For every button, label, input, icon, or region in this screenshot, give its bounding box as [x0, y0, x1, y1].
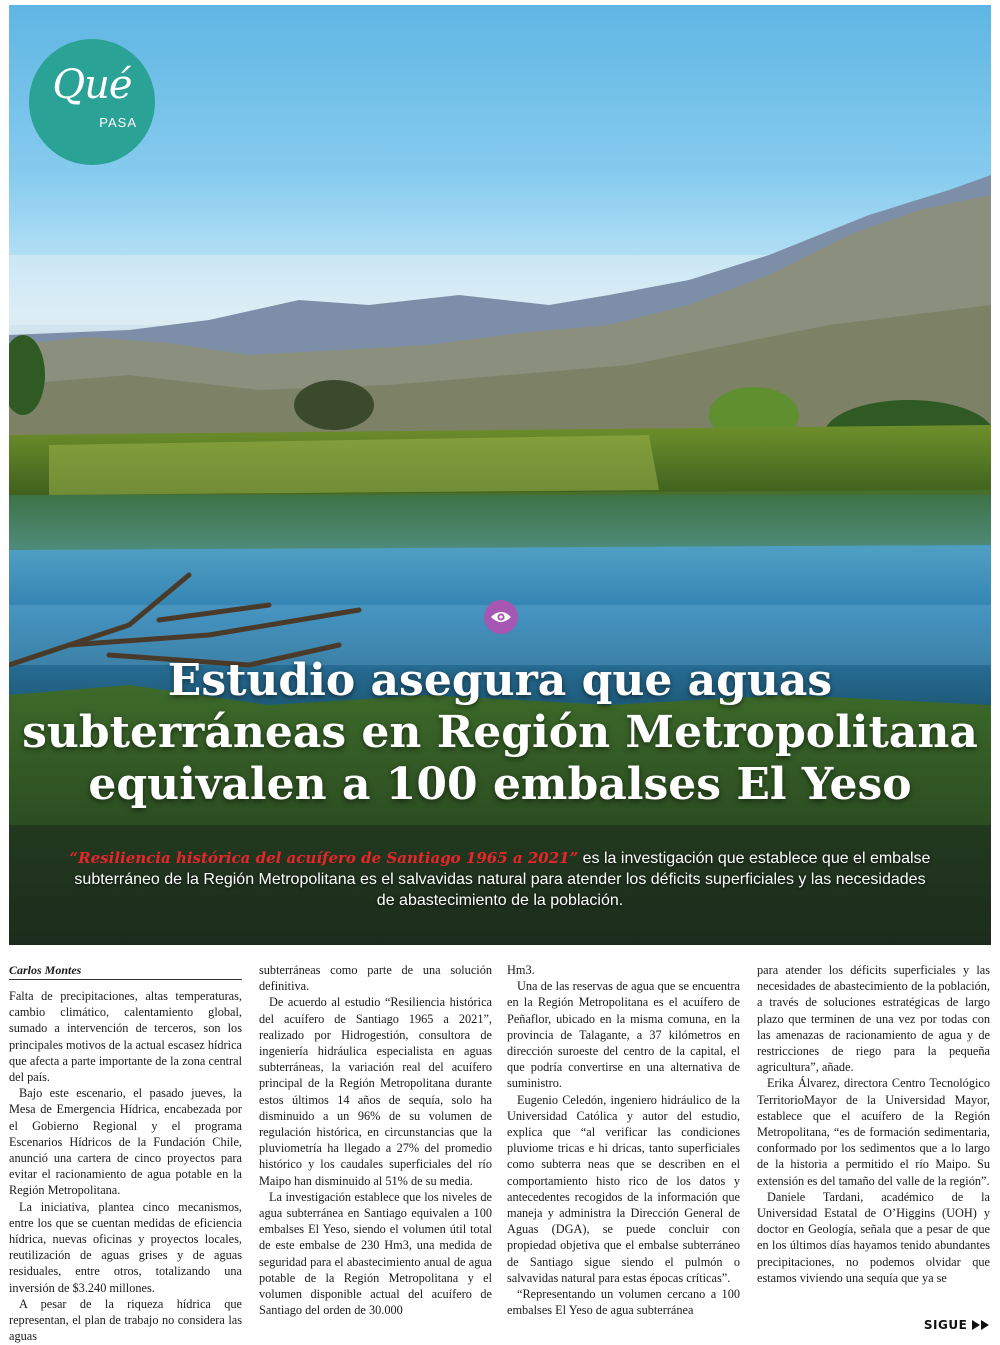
- deck-line-1-rest: es la investigación que establece que el embalse: [578, 850, 931, 867]
- paragraph: “Representando un volumen cercano a 100 embalses El Yeso de agua subterránea: [507, 1287, 740, 1318]
- headline-line-3: equivalen a 100 embalses El Yeso: [88, 759, 912, 810]
- eye-icon: [490, 610, 512, 624]
- deck-line-3: de abastecimiento de la población.: [376, 892, 624, 909]
- paragraph: Una de las reservas de agua que se encuentra en la Región Metropolitana es el acuífero de Peñaflor, ubicado en la misma comuna, en la provincia de Talagante, a 37 kilómetros en dirección suroeste del centro de la capital, el que podría convertirse en una alternativa de suministro.: [507, 979, 740, 1091]
- headline: [9, 655, 991, 811]
- double-play-icon: [972, 1320, 990, 1330]
- continue-label: SIGUE: [923, 1318, 968, 1332]
- paragraph: Daniele Tardani, académico de la Universidad Estatal de O’Higgins (UOH) y doctor en Geología, señala que a pesar de que en los últimos días hayamos tenido abundantes precipitaciones, no podemos olvidar que estamos viviendo una sequía que ya se: [757, 1189, 990, 1285]
- deck-line-2: subterráneo de la Región Metropolitana es el salvavidas natural para atender los déficits superficiales y las necesidades: [74, 871, 926, 888]
- paragraph: subterráneas como parte de una solución definitiva.: [259, 963, 492, 994]
- paragraph: Eugenio Celedón, ingeniero hidráulico de la Universidad Católica y autor del estudio, explica que “al verificar las condiciones pluviome tricas e hi dricas, tanto superficiales como subterra neas que se describen en el comportamiento histo rico de los datos y antecedentes recogidos de la información que maneja y administra la Dirección General de Aguas (DGA), se puede concluir con propiedad objetiva que el embalse subterráneo de Santiago sigue siendo el pulmón o salvavidas natural para estas épocas críticas”.: [507, 1092, 740, 1285]
- paragraph: De acuerdo al estudio “Resiliencia histórica del acuífero de Santiago 1965 a 2021”, realizado por Hidrogestión, consultora de ingeniería hidráulica especialista en aguas subterráneas, la variación real del acuífero principal de la Región Metropolitana durante estos últimos 14 años de sequía, solo ha disminuido a un 96% de su volumen de regulación histórica, en circunstancias que la pluviometría ha llegado a 27% del promedio histórico y los caudales superficiales del río Maipo han disminuido al 51% de su media.: [259, 995, 492, 1188]
- continue-link[interactable]: [924, 1318, 990, 1332]
- paragraph: A pesar de la riqueza hídrica que representan, el plan de trabajo no considera las aguas: [9, 1296, 242, 1344]
- paragraph: para atender los déficits superficiales y las necesidades de abastecimiento de la población, a través de soluciones estratégicas de largo plazo que terminen de una vez por todas con las amenazas de racionamiento de agua y de restricciones de riego para la pequeña agricultura”, añade.: [757, 963, 990, 1075]
- article-column-1: [9, 962, 242, 1344]
- hero-photo: [9, 5, 991, 945]
- byline: Carlos Montes: [9, 962, 242, 980]
- paragraph: Bajo este escenario, el pasado jueves, la Mesa de Emergencia Hídrica, encabezada por el Gobierno Regional y el programa Escenarios Hídricos de la Fundación Chile, anunció una cartera de cinco proyectos para evitar el racionamiento de agua potable en la Región Metropolitana.: [9, 1086, 242, 1198]
- paragraph: La iniciativa, plantea cinco mecanismos, entre los que se cuentan medidas de eficiencia hídrica, nuevas oficinas y proyectos locales, reutilización de aguas grises y de aguas residuales, entre otros, totalizando una inversión de $3.240 millones.: [9, 1199, 242, 1295]
- paragraph: Hm3.: [507, 963, 535, 977]
- logo-word: Qué: [52, 62, 132, 108]
- article-column-2: [259, 962, 492, 1318]
- paragraph: Falta de precipitaciones, altas temperaturas, cambio climático, calentamiento global, sumado a intervención de terceros, son los principales motivos de la actual escasez hídrica que afecta a parte importante de la zona central del país.: [9, 989, 242, 1085]
- article-column-4: [757, 962, 990, 1286]
- headline-line-1: Estudio asegura que aguas: [167, 655, 833, 706]
- deck-summary: [29, 848, 971, 911]
- deck-line-1: [29, 848, 971, 869]
- headline-line-2: subterráneas en Región Metropolitana: [22, 707, 978, 758]
- paragraph: Erika Álvarez, directora Centro Tecnológico TerritorioMayor de la Universidad Mayor, establece que el acuífero de la Región Metropolitana, “es de formación sedimentaria, conformado por los sedimentos que a lo largo de la historia a permitido el río Maipo. Su extensión es del tamaño del valle de la región”.: [757, 1076, 990, 1188]
- article-column-3: [507, 962, 740, 1318]
- deck-study-title: “Resiliencia histórica del acuífero de Santiago 1965 a 2021”: [69, 849, 579, 867]
- que-pasa-logo: [29, 39, 155, 165]
- logo-sub: PASA: [99, 115, 137, 130]
- paragraph: La investigación establece que los niveles de agua subterránea en Santiago equivalen a 100 embalses El Yeso, siendo el volumen útil total de este embalse de 230 Hm3, una medida de seguridad para el abastecimiento anual de agua potable de la Región Metropolitana y el volumen disponible actual del acuífero de Santiago del orden de 30.000: [259, 1189, 492, 1318]
- eye-badge: [484, 600, 518, 634]
